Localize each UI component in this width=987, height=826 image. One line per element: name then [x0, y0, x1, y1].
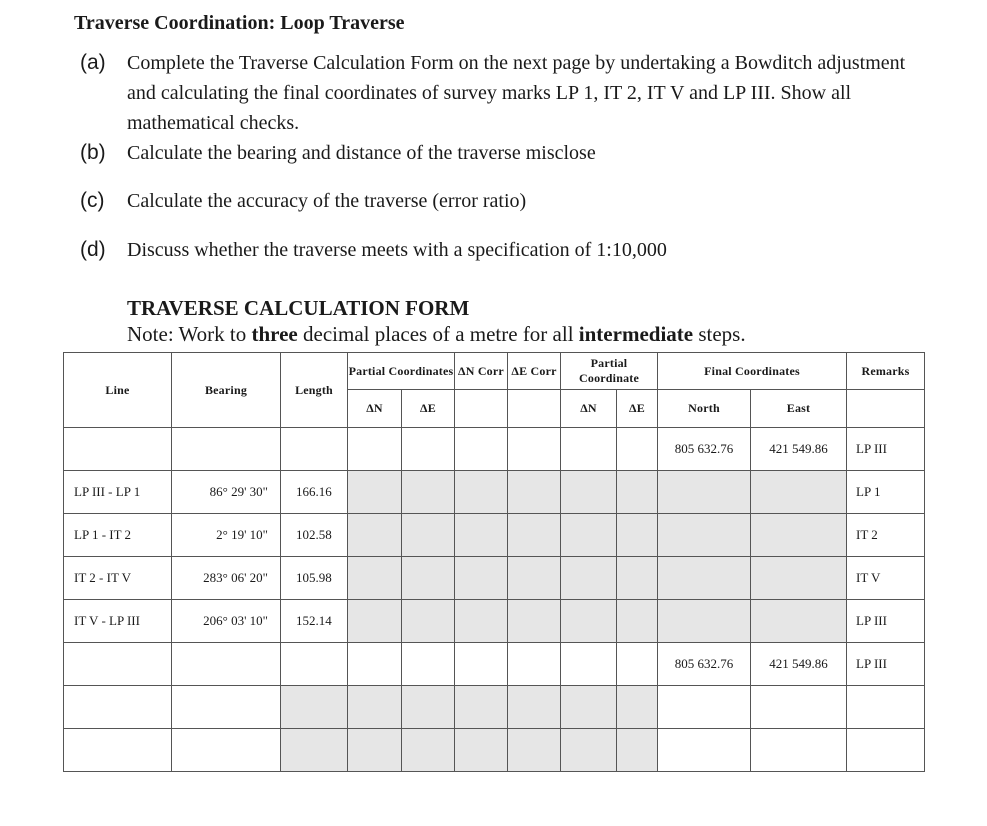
cell-bearing	[172, 428, 281, 471]
header-dn: ΔN	[561, 390, 617, 428]
header-partial-coordinates: Partial Coordinates	[348, 353, 455, 390]
form-title: TRAVERSE CALCULATION FORM	[127, 296, 470, 320]
cell-input[interactable]	[348, 600, 402, 643]
cell-input[interactable]	[508, 729, 561, 772]
cell-empty[interactable]	[402, 428, 455, 471]
cell-bearing: 2° 19' 10"	[172, 514, 281, 557]
cell-empty[interactable]	[561, 643, 617, 686]
cell-input[interactable]	[402, 557, 455, 600]
cell-empty[interactable]	[617, 428, 658, 471]
form-note: Note: Work to three decimal places of a metre for all intermediate steps.	[127, 322, 746, 346]
page-heading: Traverse Coordination: Loop Traverse	[74, 12, 405, 34]
cell-line: LP 1 - IT 2	[64, 514, 172, 557]
cell-empty[interactable]	[751, 686, 847, 729]
cell-input[interactable]	[561, 729, 617, 772]
cell-remarks: IT 2	[847, 514, 925, 557]
cell-input[interactable]	[402, 686, 455, 729]
cell-length: 166.16	[281, 471, 348, 514]
cell-empty[interactable]	[64, 729, 172, 772]
cell-input[interactable]	[455, 514, 508, 557]
cell-input[interactable]	[561, 600, 617, 643]
cell-empty[interactable]	[508, 643, 561, 686]
cell-empty[interactable]	[617, 643, 658, 686]
question-label: (c)	[80, 189, 105, 212]
cell-line: IT V - LP III	[64, 600, 172, 643]
cell-north[interactable]	[658, 514, 751, 557]
cell-input[interactable]	[617, 600, 658, 643]
cell-input[interactable]	[455, 557, 508, 600]
cell-remarks: LP 1	[847, 471, 925, 514]
cell-empty[interactable]	[847, 729, 925, 772]
header-length: Length	[281, 353, 348, 428]
question-text: Complete the Traverse Calculation Form on the next page by undertaking a Bowditch adjustment and calculating the final coordinates of survey marks LP 1, IT 2, IT V and LP III. Show all mathematical checks.	[127, 52, 906, 134]
cell-empty[interactable]	[455, 643, 508, 686]
cell-north[interactable]	[658, 557, 751, 600]
cell-line: IT 2 - IT V	[64, 557, 172, 600]
cell-empty[interactable]	[402, 643, 455, 686]
header-final-coordinates: Final Coordinates	[658, 353, 847, 390]
cell-length	[281, 643, 348, 686]
cell-input[interactable]	[455, 600, 508, 643]
cell-input[interactable]	[508, 600, 561, 643]
cell-empty[interactable]	[172, 686, 281, 729]
cell-east: 421 549.86	[751, 643, 847, 686]
cell-input[interactable]	[508, 686, 561, 729]
cell-empty[interactable]	[658, 729, 751, 772]
cell-input[interactable]	[455, 729, 508, 772]
cell-input[interactable]	[348, 686, 402, 729]
header-east: East	[751, 390, 847, 428]
cell-empty[interactable]	[172, 729, 281, 772]
question-label: (d)	[80, 238, 106, 261]
header-de-corr: ΔE Corr	[508, 353, 561, 390]
cell-input[interactable]	[508, 471, 561, 514]
header-north: North	[658, 390, 751, 428]
question-text: Calculate the accuracy of the traverse (error ratio)	[127, 190, 527, 212]
cell-input[interactable]	[348, 471, 402, 514]
cell-input[interactable]	[455, 686, 508, 729]
cell-east[interactable]	[751, 471, 847, 514]
cell-input[interactable]	[561, 471, 617, 514]
cell-north: 805 632.76	[658, 643, 751, 686]
cell-input[interactable]	[508, 514, 561, 557]
cell-empty[interactable]	[847, 686, 925, 729]
header-dn-corr: ΔN Corr	[455, 353, 508, 390]
cell-bearing	[172, 643, 281, 686]
cell-bearing: 206° 03' 10"	[172, 600, 281, 643]
cell-bearing: 283° 06' 20"	[172, 557, 281, 600]
cell-north: 805 632.76	[658, 428, 751, 471]
cell-input[interactable]	[402, 514, 455, 557]
cell-input[interactable]	[617, 514, 658, 557]
cell-length: 152.14	[281, 600, 348, 643]
table-row	[64, 600, 925, 643]
table-row	[64, 686, 925, 729]
table-row	[64, 428, 925, 471]
header-de: ΔE	[617, 390, 658, 428]
cell-east[interactable]	[751, 600, 847, 643]
cell-line	[64, 643, 172, 686]
cell-remarks: IT V	[847, 557, 925, 600]
question-label: (b)	[80, 141, 106, 164]
question-label: (a)	[80, 51, 106, 74]
cell-input[interactable]	[561, 557, 617, 600]
cell-input[interactable]	[617, 471, 658, 514]
cell-east: 421 549.86	[751, 428, 847, 471]
header-dn: ΔN	[348, 390, 402, 428]
cell-empty[interactable]	[508, 428, 561, 471]
cell-north[interactable]	[658, 471, 751, 514]
cell-input[interactable]	[561, 686, 617, 729]
cell-remarks: LP III	[847, 643, 925, 686]
table-row	[64, 514, 925, 557]
header-bearing: Bearing	[172, 353, 281, 428]
cell-input[interactable]	[348, 557, 402, 600]
cell-line: LP III - LP 1	[64, 471, 172, 514]
cell-empty[interactable]	[561, 428, 617, 471]
table-row	[64, 643, 925, 686]
header-blank	[508, 390, 561, 428]
cell-line	[64, 428, 172, 471]
cell-empty[interactable]	[658, 686, 751, 729]
header-row-1	[64, 353, 925, 390]
cell-input[interactable]	[281, 729, 348, 772]
cell-bearing: 86° 29' 30"	[172, 471, 281, 514]
cell-length: 105.98	[281, 557, 348, 600]
cell-input[interactable]	[617, 729, 658, 772]
table-row	[64, 471, 925, 514]
cell-input[interactable]	[617, 686, 658, 729]
cell-input[interactable]	[561, 514, 617, 557]
question-text: Discuss whether the traverse meets with a specification of 1:10,000	[127, 239, 667, 261]
cell-input[interactable]	[508, 557, 561, 600]
header-blank	[847, 390, 925, 428]
cell-input[interactable]	[402, 729, 455, 772]
cell-input[interactable]	[281, 686, 348, 729]
table-row	[64, 729, 925, 772]
cell-north[interactable]	[658, 600, 751, 643]
cell-empty[interactable]	[64, 686, 172, 729]
cell-input[interactable]	[348, 729, 402, 772]
cell-input[interactable]	[348, 514, 402, 557]
cell-east[interactable]	[751, 514, 847, 557]
table-row	[64, 557, 925, 600]
header-partial-coordinate: Partial Coordinate	[561, 353, 658, 390]
header-de: ΔE	[402, 390, 455, 428]
cell-empty[interactable]	[348, 428, 402, 471]
header-blank	[455, 390, 508, 428]
cell-input[interactable]	[402, 600, 455, 643]
cell-length: 102.58	[281, 514, 348, 557]
cell-empty[interactable]	[751, 729, 847, 772]
question-text: Calculate the bearing and distance of the traverse misclose	[127, 142, 596, 164]
cell-input[interactable]	[402, 471, 455, 514]
cell-input[interactable]	[455, 471, 508, 514]
traverse-table	[63, 352, 925, 772]
cell-input[interactable]	[617, 557, 658, 600]
cell-remarks: LP III	[847, 428, 925, 471]
header-remarks: Remarks	[847, 353, 925, 390]
cell-remarks: LP III	[847, 600, 925, 643]
header-line: Line	[64, 353, 172, 428]
cell-empty[interactable]	[348, 643, 402, 686]
cell-east[interactable]	[751, 557, 847, 600]
cell-empty[interactable]	[455, 428, 508, 471]
cell-length	[281, 428, 348, 471]
